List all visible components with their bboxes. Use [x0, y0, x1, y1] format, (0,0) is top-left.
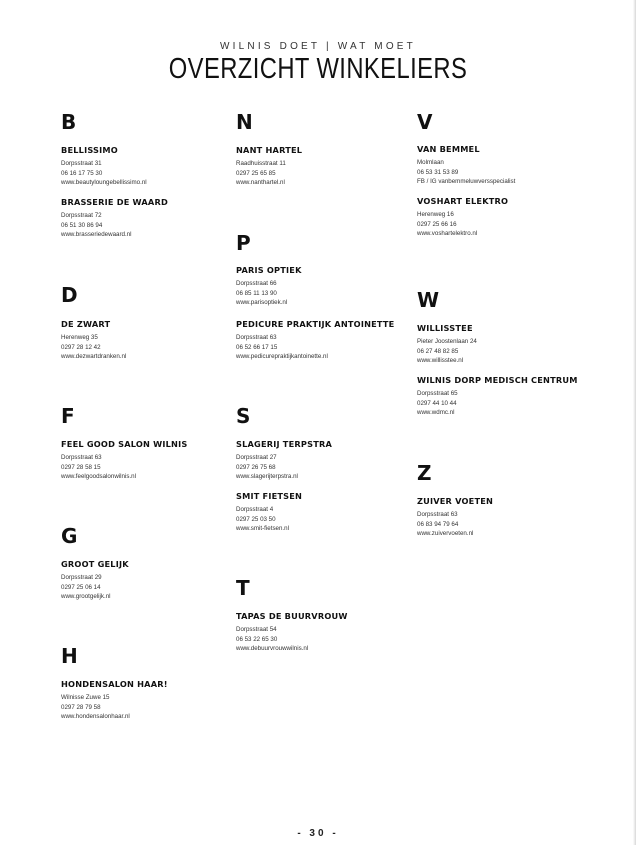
shop-phone: 0297 44 10 44: [417, 399, 457, 407]
shop-entry-smit-fietsen: [236, 491, 411, 534]
shop-entry-voshart-elektro: [417, 196, 617, 239]
shop-address: Dorpsstraat 72: [61, 212, 102, 219]
shop-phone: 0297 26 75 68: [236, 463, 276, 471]
shop-website: www.grootgelijk.nl: [61, 593, 111, 600]
shop-website: www.brasseriedewaard.nl: [61, 231, 132, 238]
shop-website: www.pedicurepraktijkantoinette.nl: [236, 353, 328, 360]
shop-name: VAN BEMMEL: [417, 144, 480, 154]
shop-name: NANT HARTEL: [236, 145, 303, 155]
shop-name: PEDICURE PRAKTIJK ANTOINETTE: [236, 319, 395, 329]
section-letter-f: F: [61, 404, 75, 428]
shop-entry-pedicure-praktijk-antoinette: [236, 319, 411, 362]
shop-address: Dorpsstraat 66: [236, 280, 277, 287]
shop-phone: 0297 25 66 16: [417, 220, 457, 228]
shop-address: Dorpsstraat 65: [417, 390, 458, 397]
shop-name: PARIS OPTIEK: [236, 265, 302, 275]
section-letter-p: P: [236, 231, 251, 255]
shop-website: www.voshartelektro.nl: [417, 230, 478, 237]
shop-phone: 0297 28 12 42: [61, 343, 101, 351]
shop-phone: 06 85 11 13 90: [236, 289, 277, 297]
shop-website: www.parisoptiek.nl: [236, 299, 288, 306]
shop-address: Dorpsstraat 31: [61, 160, 102, 167]
shop-address: Raadhuisstraat 11: [236, 160, 286, 167]
header-kicker: WILNIS DOET | WAT MOET: [220, 41, 416, 52]
shop-name: BRASSERIE DE WAARD: [61, 197, 168, 207]
shop-address: Dorpsstraat 63: [236, 334, 277, 341]
shop-website: www.smit-fietsen.nl: [236, 525, 289, 532]
shop-address: Dorpsstraat 27: [236, 454, 277, 461]
shop-entry-paris-optiek: [236, 265, 411, 308]
section-letter-s: S: [236, 404, 251, 428]
shop-phone: 06 53 22 65 30: [236, 635, 278, 643]
section-letter-h: H: [61, 644, 78, 668]
shop-phone: 0297 28 79 58: [61, 703, 101, 711]
shop-website: www.hondensalonhaar.nl: [61, 713, 130, 720]
page-number: - 30 -: [297, 828, 339, 839]
shop-entry-tapas-de-buurvrouw: [236, 611, 411, 654]
shop-address: Dorpsstraat 54: [236, 626, 277, 633]
shop-entry-groot-gelijk: [61, 559, 221, 602]
shop-entry-feel-good-salon-wilnis: [61, 439, 221, 482]
shop-entry-hondensalon-haar: [61, 679, 221, 722]
shop-name: SMIT FIETSEN: [236, 491, 303, 501]
shop-website: www.wdmc.nl: [417, 409, 455, 416]
shop-address: Wilnisse Zuwe 15: [61, 694, 110, 701]
section-letter-b: B: [61, 110, 77, 134]
shop-name: HONDENSALON HAAR!: [61, 679, 168, 689]
shop-phone: 0297 25 03 50: [236, 515, 276, 523]
shop-name: BELLISSIMO: [61, 145, 118, 155]
section-letter-z: Z: [417, 461, 432, 485]
shop-address: Herenweg 16: [417, 211, 454, 218]
shop-address: Herenweg 35: [61, 334, 98, 341]
shop-website: www.feelgoodsalonwilnis.nl: [61, 473, 136, 480]
shop-phone: 0297 28 58 15: [61, 463, 101, 471]
shop-name: DE ZWART: [61, 319, 111, 329]
shop-entry-brasserie-de-waard: [61, 197, 221, 240]
section-letter-w: W: [417, 288, 440, 312]
section-letter-t: T: [236, 576, 250, 600]
shop-phone: 06 16 17 75 30: [61, 169, 103, 177]
shop-name: GROOT GELIJK: [61, 559, 129, 569]
shop-phone: 06 52 66 17 15: [236, 343, 278, 351]
shop-entry-van-bemmel: [417, 144, 617, 187]
shop-address: Dorpsstraat 4: [236, 506, 274, 513]
shop-entry-zuiver-voeten: [417, 496, 617, 539]
shop-name: ZUIVER VOETEN: [417, 496, 494, 506]
shop-phone: 06 27 48 82 85: [417, 347, 459, 355]
shop-website: www.dezwartdranken.nl: [61, 353, 127, 360]
shop-address: Dorpsstraat 63: [61, 454, 102, 461]
shop-entry-willisstee: [417, 323, 617, 366]
shop-name: FEEL GOOD SALON WILNIS: [61, 439, 188, 449]
shop-address: Dorpsstraat 29: [61, 574, 102, 581]
section-letter-d: D: [61, 283, 78, 307]
page-title: OVERZICHT WINKELIERS: [168, 53, 468, 85]
shop-name: SLAGERIJ TERPSTRA: [236, 439, 333, 449]
shop-phone: 06 51 30 86 94: [61, 221, 103, 229]
section-letter-v: V: [417, 110, 433, 134]
shop-address: Dorpsstraat 63: [417, 511, 458, 518]
section-letter-n: N: [236, 110, 253, 134]
shop-website: www.beautyloungebellissimo.nl: [61, 179, 147, 186]
shop-name: WILNIS DORP MEDISCH CENTRUM: [417, 375, 578, 385]
shop-entry-nant-hartel: [236, 145, 411, 188]
shop-entry-de-zwart: [61, 319, 221, 362]
shop-website: www.slagerijterpstra.nl: [236, 473, 298, 480]
shop-entry-bellissimo: [61, 145, 221, 188]
shop-name: VOSHART ELEKTRO: [417, 196, 509, 206]
shop-website: www.willisstee.nl: [417, 357, 464, 364]
shop-phone: 06 53 31 53 89: [417, 168, 459, 176]
section-letter-g: G: [61, 524, 78, 548]
shop-address: Pieter Joostenlaan 24: [417, 338, 477, 345]
shop-entry-slagerij-terpstra: [236, 439, 411, 482]
shop-phone: 0297 25 06 14: [61, 583, 101, 591]
shop-address: Molmlaan: [417, 159, 444, 166]
shop-phone: 0297 25 65 85: [236, 169, 276, 177]
shop-website: www.zuivervoeten.nl: [417, 530, 474, 537]
shop-name: WILLISSTEE: [417, 323, 473, 333]
shop-website: www.nanthartel.nl: [236, 179, 285, 186]
shop-entry-wilnis-dorp-medisch-centrum: [417, 375, 617, 418]
shop-website: www.debuurvrouwwilnis.nl: [236, 645, 309, 652]
shop-social: FB / IG vanbemmeluwversspecialist: [417, 178, 516, 185]
shop-name: TAPAS DE BUURVROUW: [236, 611, 348, 621]
shop-phone: 06 83 94 79 64: [417, 520, 459, 528]
